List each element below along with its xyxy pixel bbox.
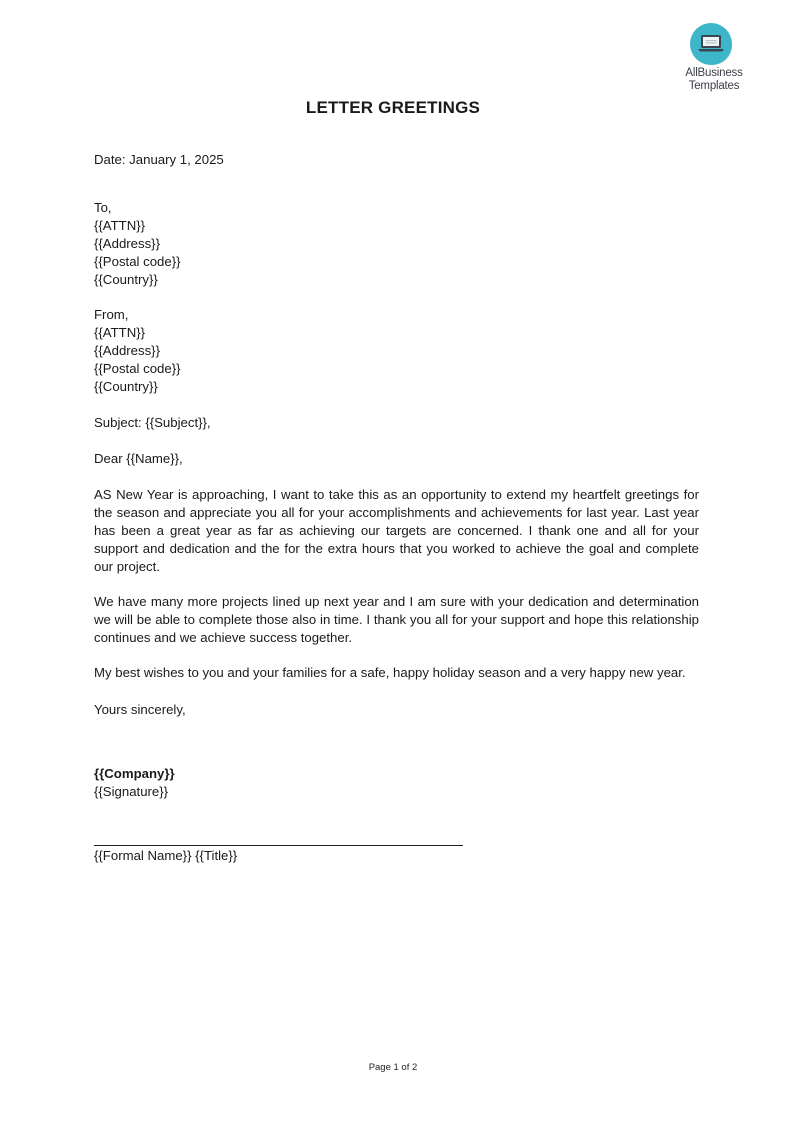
to-label: To, — [94, 200, 112, 215]
signature-field[interactable]: {{Signature}} — [94, 784, 169, 799]
to-address-field[interactable]: {{Address}} — [94, 236, 160, 251]
page-indicator: Page 1 of 2 — [368, 1062, 418, 1073]
body-paragraph-3[interactable]: My best wishes to you and your families for a safe, happy holiday season and a very happy new year. — [94, 665, 686, 680]
from-attn-field[interactable]: {{ATTN}} — [94, 325, 146, 340]
laptop-icon — [689, 22, 733, 66]
from-country-field[interactable]: {{Country}} — [94, 379, 158, 394]
from-postal-code-field[interactable]: {{Postal code}} — [94, 361, 181, 376]
to-country-field[interactable]: {{Country}} — [94, 272, 158, 287]
signature-line — [94, 845, 463, 846]
allbusiness-templates-logo[interactable] — [674, 22, 754, 94]
logo-brand-line2: Templates — [688, 79, 740, 92]
logo-brand-line1: AllBusiness — [685, 67, 743, 79]
company-field[interactable]: {{Company}} — [94, 766, 175, 781]
from-address-field[interactable]: {{Address}} — [94, 343, 160, 358]
body-paragraph-1[interactable]: AS New Year is approaching, I want to take this as an opportunity to extend my heartfelt greetings for the season and appreciate you all for your accomplishments and achievements for last year. Last year has been a great year as far as achieving our targets are concerned. I thank one and all for your support and dedication and the for the extra hours that you worked to achieve the goal and complete our project. — [94, 487, 699, 574]
formal-name-title-field[interactable]: {{Formal Name}} {{Title}} — [94, 848, 238, 863]
from-label: From, — [94, 307, 129, 322]
body-paragraph-2[interactable]: We have many more projects lined up next year and I am sure with your dedication and determination we will be able to complete those also in time. I thank you all for your support and hope this relationship continues and we achieve success together. — [94, 594, 699, 645]
logo-wordmark — [674, 67, 754, 92]
to-postal-code-field[interactable]: {{Postal code}} — [94, 254, 181, 269]
subject-line[interactable]: Subject: {{Subject}}, — [94, 415, 211, 430]
to-attn-field[interactable]: {{ATTN}} — [94, 218, 146, 233]
document-title: LETTER GREETINGS — [305, 98, 481, 117]
salutation[interactable]: Dear {{Name}}, — [94, 451, 183, 466]
date-line[interactable]: Date: January 1, 2025 — [94, 152, 224, 167]
closing[interactable]: Yours sincerely, — [94, 702, 186, 717]
